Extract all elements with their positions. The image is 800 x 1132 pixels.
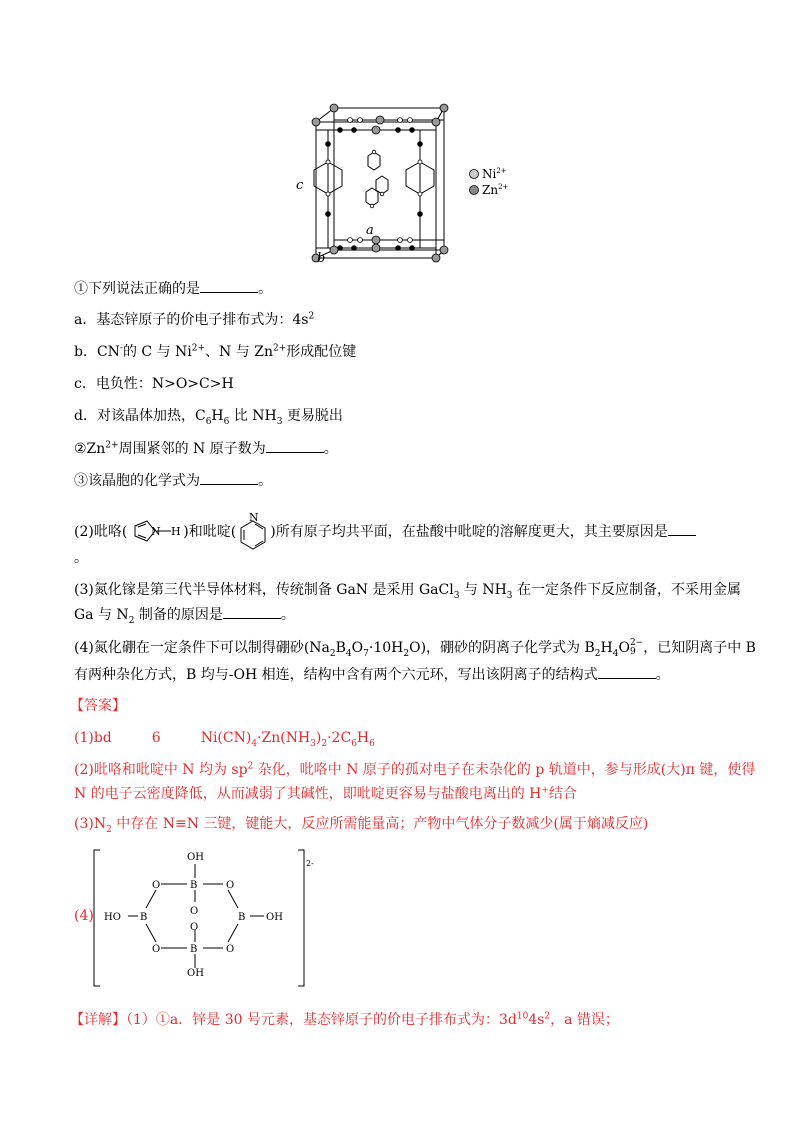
svg-text:B: B [190,880,198,891]
detail-line: 【详解】（1）①a．锌是 30 号元素，基态锌原子的价电子排布式为：$3d^{10}4s^2$，a 错误； [70,1011,619,1028]
svg-text:HO: HO [104,912,121,923]
axis-label-c: c [296,178,304,193]
svg-text:2-: 2- [306,859,314,868]
svg-text:N: N [151,525,161,538]
svg-text:O: O [152,944,161,955]
svg-text:OH: OH [187,968,204,979]
svg-text:O: O [190,922,199,933]
answer-2-line1: (2)吡咯和吡啶中 N 均为 $sp^2$ 杂化，吡咯中 N 原子的孤对电子在未杂化的 p 轨道中，参与形成(大)π 键，使得 [74,761,756,778]
svg-text:H: H [171,525,181,538]
svg-text:O: O [226,944,235,955]
q1-subquestion-3: ③该晶胞的化学式为 。 [74,470,272,491]
answer-1: (1)bd 6 $Ni(CN)_4\cdot Zn(NH_3)_2\cdot 2C_6H_6$ [74,730,375,749]
svg-text:B: B [140,912,148,923]
crystal-cell-figure [280,96,520,266]
svg-text:O: O [226,880,235,891]
q1-subquestion-2: $②Zn^{2+}$周围紧邻的 N 原子数为 。 [74,438,338,459]
axis-label-b: b [317,251,326,266]
legend-ni: $Ni^{2+}$ [482,167,507,181]
axis-label-a: a [366,223,374,238]
legend-zn: $Zn^{2+}$ [482,183,509,197]
q1-option-b: b．CN-的 C 与 $Ni^{2+}$、N 与 $Zn^{2+}$形成配位键 [74,343,357,360]
part2-question: (2)吡咯( N H )和吡啶( N )所有原子均共平面，在盐酸中吡啶的溶解度更大，其主要原因是 [74,512,696,552]
svg-text:OH: OH [187,852,204,863]
answer-2-line2: N 的电子云密度降低，从而减弱了其碱性，即吡啶更容易与盐酸电离出的 H+结合 [74,785,577,802]
svg-text:O: O [190,906,199,917]
svg-text:OH: OH [266,912,283,923]
part4-line2: 有两种杂化方式，B 均与-OH 相连，结构中含有两个六元环，写出该阴离子的结构式 。 [74,664,670,685]
svg-text:N: N [249,512,259,524]
part2-end: 。 [74,550,88,566]
svg-text:B: B [238,912,246,923]
answer-3: $(3)N_2$ 中存在 N≡N 三键，键能大，反应所需能量高；产物中气体分子数减少(属于熵减反应) [74,816,649,835]
pyridine-structure-icon [236,512,270,552]
part3-line1: (3)氮化镓是第三代半导体材料，传统制备 GaN 是采用 GaCl$_3$ 与 $NH_3$ 在一定条件下反应制备，不采用金属 [74,582,741,601]
q1-heading: ①下列说法正确的是 。 [74,278,272,299]
q1-option-d: d．对该晶体加热，$C_6H_6$ 比 $NH_3$ 更易脱出 [74,408,343,427]
part3-line2: Ga 与 $N_2$ 制备的原因是 。 [74,604,295,625]
q1-option-c: c．电负性：N>O>C>H [74,376,234,392]
svg-text:B: B [190,944,198,955]
part4-line1: (4)氮化硼在一定条件下可以制得硼砂$(Na_2B_4O_7\cdot 10H_2O)$，硼砂的阴离子化学式为 $B_2H_4O$ 2− 9 ，已知阴离子中 B [74,638,756,659]
q1-option-a: a．基态锌原子的价电子排布式为：$4s^2$ [74,311,315,328]
pyrrole-structure-icon [127,517,183,547]
answer-4-label: (4) [74,908,94,924]
answer-title: 【答案】 [70,698,126,714]
borate-anion-structure [90,848,320,988]
svg-text:O: O [152,880,161,891]
